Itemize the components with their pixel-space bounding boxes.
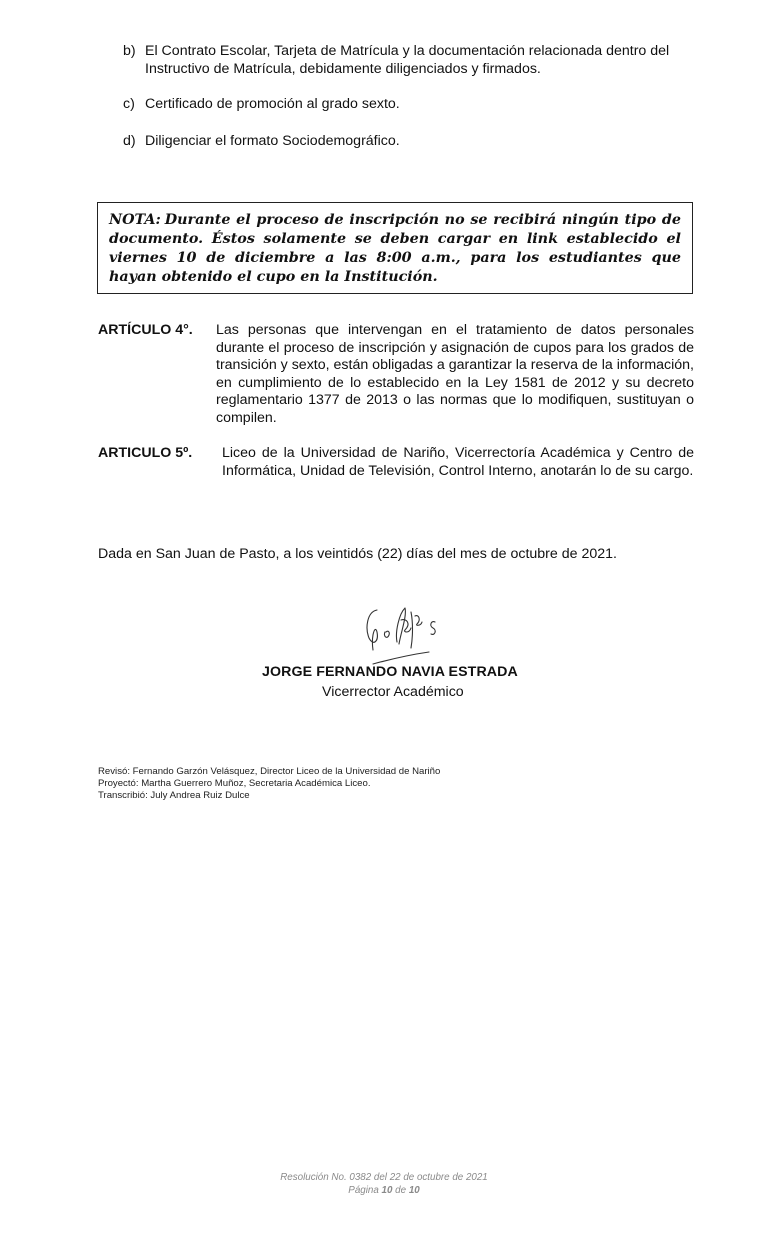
article-heading: ARTICULO 5º. (98, 445, 193, 461)
article-5 (98, 445, 694, 480)
list-text: El Contrato Escolar, Tarjeta de Matrícula y la documentación relacionada dentro del Instructivo de Matrícula, debidamente diligenciados y firmados. (145, 43, 670, 77)
signer-role: Vicerrector Académico (322, 684, 464, 700)
page-separator: de (395, 1185, 407, 1196)
article-body: Liceo de la Universidad de Nariño, Vicerrectoría Académica y Centro de Informática, Unidad de Televisión, Control Interno, anotarán lo de su cargo. (222, 445, 694, 479)
note-box (97, 202, 693, 294)
credits-block (98, 766, 440, 802)
credit-line-projected: Proyectó: Martha Guerrero Muñoz, Secretaria Académica Liceo. (98, 778, 371, 789)
credit-line-reviewed: Revisó: Fernando Garzón Velásquez, Director Liceo de la Universidad de Nariño (98, 766, 441, 777)
article-heading: ARTÍCULO 4°. (98, 322, 193, 338)
note-text: Durante el proceso de inscripción no se recibirá ningún tipo de documento. Éstos solamente se deben cargar en link establecido el viernes 10 de diciembre a las 8:00 a.m., para los estudiantes que hayan obtenido el cupo en la Institución. (109, 212, 681, 285)
page-current: 10 (381, 1185, 393, 1196)
credit-line-transcribed: Transcribió: July Andrea Ruiz Dulce (98, 790, 250, 801)
list-marker: d) (123, 133, 136, 149)
footer-resolution: Resolución No. 0382 del 22 de octubre de 2021 (280, 1172, 488, 1183)
list-marker: b) (123, 43, 136, 59)
footer-page-number (0, 1185, 768, 1196)
signer-name: JORGE FERNANDO NAVIA ESTRADA (262, 664, 518, 680)
note-label: NOTA: (109, 212, 161, 228)
article-4 (98, 322, 694, 428)
page-total: 10 (408, 1185, 420, 1196)
article-body: Las personas que intervengan en el tratamiento de datos personales durante el proceso de inscripción y asignación de cupos para los grados de transición y sexto, están obligadas a garantizar la reserva de la información, en cumplimiento de lo establecido en la Ley 1581 de 2012 y su decreto reglamentario 1377 de 2013 o las normas que lo modifiquen, sustituyan o compilen. (216, 322, 694, 426)
page-prefix: Página (348, 1185, 379, 1196)
handwritten-signature (355, 602, 455, 672)
list-text: Diligenciar el formato Sociodemográfico. (145, 133, 400, 149)
closing-statement: Dada en San Juan de Pasto, a los veintidós (22) días del mes de octubre de 2021. (98, 546, 617, 562)
requirement-item-d (123, 132, 703, 150)
list-text: Certificado de promoción al grado sexto. (145, 96, 400, 112)
requirement-item-b (123, 42, 703, 78)
list-marker: c) (123, 96, 135, 112)
requirement-item-c (123, 95, 703, 113)
